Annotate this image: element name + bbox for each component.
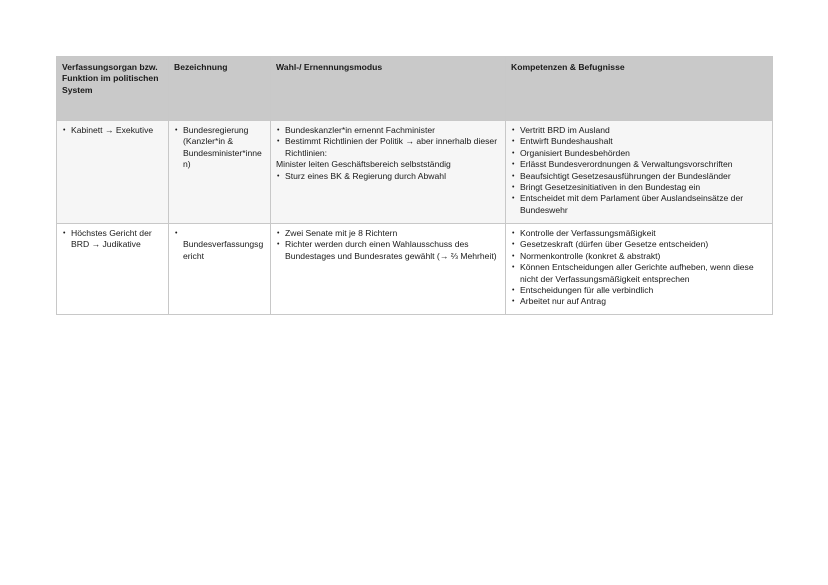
list-item: • Höchstes Gericht der BRD → Judikative — [62, 228, 164, 251]
list-item: • Bundeskanzler*in ernennt Fachminister — [276, 125, 501, 136]
list-item: • Arbeitet nur auf Antrag — [511, 296, 768, 307]
list-item: • Zwei Senate mit je 8 Richtern — [276, 228, 501, 239]
list-item: • Organisiert Bundesbehörden — [511, 148, 768, 159]
table-row — [57, 121, 773, 224]
header-kompetenzen: Kompetenzen & Befugnisse — [506, 57, 773, 121]
document-page — [56, 56, 772, 315]
list-item: • Beaufsichtigt Gesetzesausführungen der Bundesländer — [511, 171, 768, 182]
header-bezeichnung: Bezeichnung — [169, 57, 271, 121]
list-item: • Gesetzeskraft (dürfen über Gesetze entscheiden) — [511, 239, 768, 250]
list-item: • Erlässt Bundesverordnungen & Verwaltungsvorschriften — [511, 159, 768, 170]
cell-bezeichnung — [169, 121, 271, 224]
list-item: • Bundesregierung (Kanzler*in & Bundesminister*innen) — [174, 125, 266, 171]
cell-bezeichnung — [169, 224, 271, 315]
header-organ: Verfassungsorgan bzw. Funktion im politischen System — [57, 57, 169, 121]
constitution-organs-table — [56, 56, 773, 315]
cell-organ — [57, 224, 169, 315]
cell-kompetenzen — [506, 121, 773, 224]
list-item: • Vertritt BRD im Ausland — [511, 125, 768, 136]
list-item: • Können Entscheidungen aller Gerichte aufheben, wenn diese nicht der Verfassungsmäßigkeit entsprechen — [511, 262, 768, 285]
table-header-row — [57, 57, 773, 121]
cell-organ — [57, 121, 169, 224]
list-item: • Entscheidet mit dem Parlament über Auslandseinsätze der Bundeswehr — [511, 193, 768, 216]
list-item: • Kabinett → Exekutive — [62, 125, 164, 136]
list-item-empty — [174, 228, 266, 239]
table-row — [57, 224, 773, 315]
cell-wahlmodus — [271, 121, 506, 224]
cell-wahlmodus — [271, 224, 506, 315]
cell-kompetenzen — [506, 224, 773, 315]
list-item: • Bestimmt Richtlinien der Politik → aber innerhalb dieser Richtlinien: — [276, 136, 501, 159]
list-item: • Sturz eines BK & Regierung durch Abwahl — [276, 171, 501, 182]
list-item: • Entwirft Bundeshaushalt — [511, 136, 768, 147]
list-item: • Normenkontrolle (konkret & abstrakt) — [511, 251, 768, 262]
list-item: • Kontrolle der Verfassungsmäßigkeit — [511, 228, 768, 239]
list-item: • Bringt Gesetzesinitiativen in den Bundestag ein — [511, 182, 768, 193]
list-item: • Richter werden durch einen Wahlausschuss des Bundestages und Bundesrates gewählt (→ ⅔ Mehrheit) — [276, 239, 501, 262]
list-item: • Entscheidungen für alle verbindlich — [511, 285, 768, 296]
list-item: Bundesverfassungsgericht — [183, 239, 264, 261]
header-wahlmodus: Wahl-/ Ernennungsmodus — [271, 57, 506, 121]
list-item: Minister leiten Geschäftsbereich selbstständig — [276, 159, 451, 170]
